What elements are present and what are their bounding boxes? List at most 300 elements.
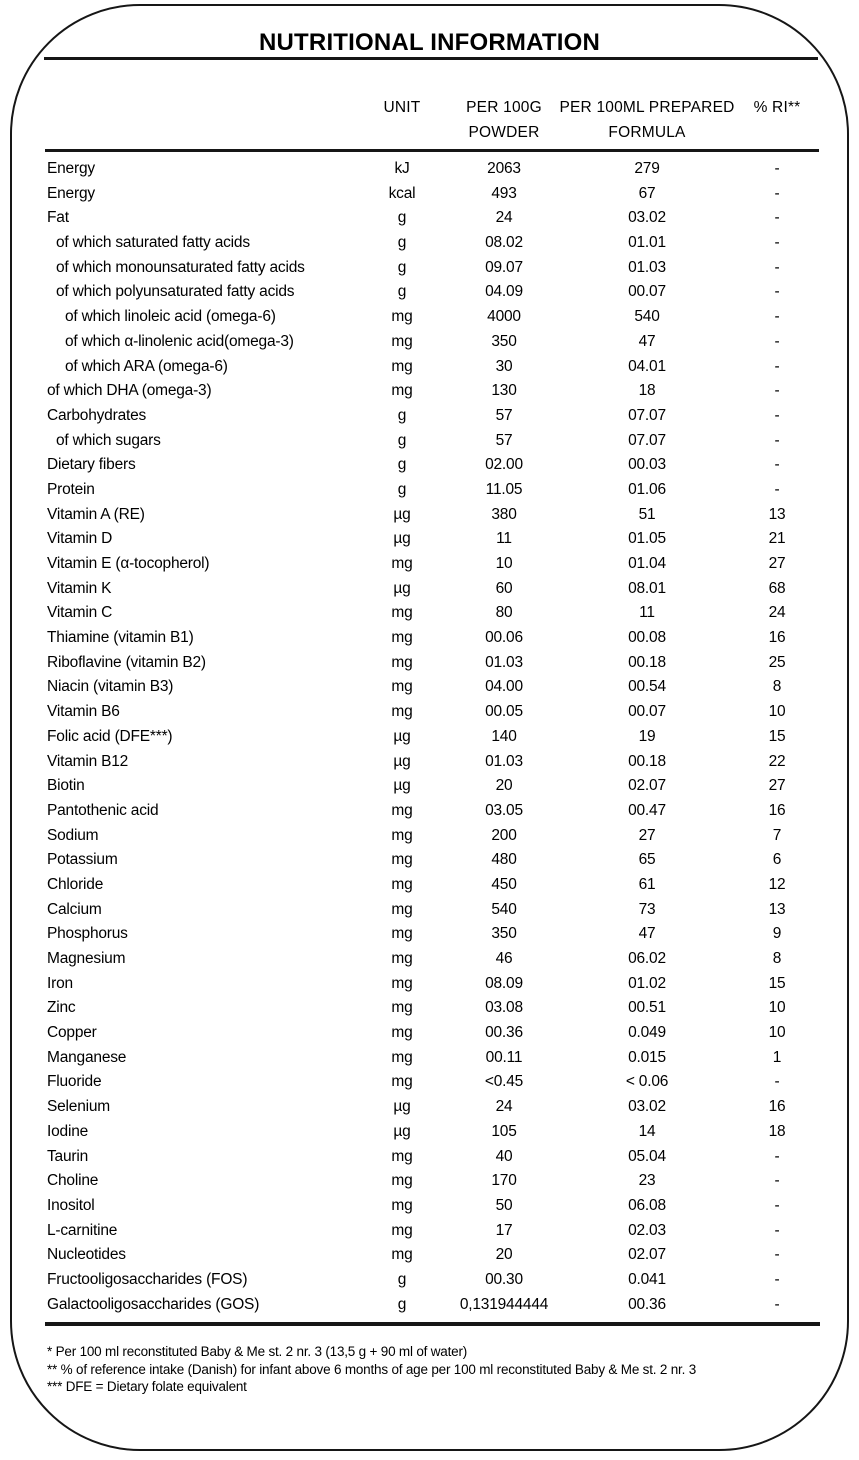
- row-per100g-value: 11: [496, 530, 512, 548]
- table-row: [0, 1219, 859, 1244]
- row-per100ml-value: 07.07: [628, 431, 666, 449]
- column-header-per100g-line2: POWDER: [468, 124, 540, 141]
- row-per100ml-value: < 0.06: [625, 1073, 669, 1091]
- row-label: Vitamin D: [47, 530, 113, 548]
- footnote-reconstitution: * Per 100 ml reconstituted Baby & Me st. 2 nr. 3 (13,5 g + 90 ml of water): [47, 1344, 468, 1359]
- table-row: [0, 1243, 859, 1268]
- row-ri-value: -: [774, 160, 780, 177]
- row-label: Potassium: [47, 851, 118, 869]
- row-ri-value: -: [774, 234, 780, 252]
- table-row: [0, 996, 859, 1021]
- row-per100g-value: 03.08: [485, 999, 523, 1017]
- table-row: [0, 206, 859, 231]
- row-ri-value: -: [774, 480, 780, 498]
- row-label: of which ARA (omega-6): [65, 357, 228, 375]
- row-label: Inositol: [47, 1196, 95, 1214]
- row-ri-value: -: [774, 1221, 780, 1239]
- row-per100ml-value: 279: [634, 160, 660, 177]
- table-row: [0, 651, 859, 676]
- row-per100ml-value: 02.07: [628, 777, 666, 795]
- row-unit: mg: [391, 1073, 413, 1091]
- row-label: Vitamin K: [47, 579, 112, 597]
- row-unit: µg: [393, 727, 411, 745]
- row-unit: mg: [391, 801, 413, 819]
- table-row: [0, 922, 859, 947]
- row-ri-value: -: [774, 209, 780, 227]
- row-per100g-value: 01.03: [485, 752, 523, 770]
- row-ri-value: -: [774, 1270, 780, 1288]
- row-ri-value: 10: [768, 999, 786, 1017]
- row-label: of which sugars: [56, 431, 161, 449]
- row-ri-value: 18: [768, 1122, 786, 1140]
- footnote-reference-intake: ** % of reference intake (Danish) for infant above 6 months of age per 100 ml reconstituted Baby & Me st. 2 nr. 3: [47, 1361, 697, 1377]
- row-label: Chloride: [47, 875, 104, 893]
- row-per100ml-value: 18: [638, 382, 656, 400]
- row-ri-value: 15: [768, 974, 786, 992]
- row-ri-value: -: [774, 258, 780, 276]
- row-per100g-value: 00.06: [485, 629, 523, 647]
- table-row: [0, 1169, 859, 1194]
- row-label: Vitamin E (α-tocopherol): [47, 555, 210, 572]
- row-per100ml-value: 0.049: [628, 1024, 666, 1042]
- row-unit: g: [397, 1295, 407, 1313]
- table-header: [0, 95, 859, 149]
- row-ri-value: -: [774, 1246, 780, 1264]
- row-per100ml-value: 01.06: [628, 480, 666, 498]
- row-per100ml-value: 01.04: [628, 555, 666, 572]
- row-per100ml-value: 02.03: [628, 1221, 666, 1239]
- row-per100g-value: 11.05: [485, 480, 523, 498]
- table-row: [0, 750, 859, 775]
- row-ri-value: 12: [768, 875, 786, 893]
- row-ri-value: -: [774, 1073, 780, 1091]
- row-per100g-value: 17: [495, 1221, 513, 1239]
- row-ri-value: 10: [768, 703, 786, 721]
- row-per100ml-value: 03.02: [628, 209, 666, 227]
- row-ri-value: -: [774, 1295, 780, 1313]
- row-ri-value: -: [774, 332, 780, 350]
- row-per100ml-value: 04.01: [628, 357, 666, 375]
- row-per100ml-value: 0.015: [628, 1048, 666, 1066]
- row-per100ml-value: 47: [638, 925, 656, 943]
- row-ri-value: 22: [768, 752, 786, 770]
- table-row: [0, 478, 859, 503]
- row-per100ml-value: 07.07: [628, 406, 666, 424]
- page-title: NUTRITIONAL INFORMATION: [258, 29, 600, 56]
- title-rule: [44, 57, 818, 60]
- row-per100g-value: 2063: [487, 160, 521, 177]
- table-row: [0, 231, 859, 256]
- row-label: Niacin (vitamin B3): [47, 678, 174, 696]
- row-per100g-value: 04.00: [485, 678, 523, 696]
- table-row: [0, 898, 859, 923]
- row-per100ml-value: 00.54: [628, 678, 666, 696]
- table-row: [0, 1293, 859, 1318]
- table-row: [0, 256, 859, 281]
- row-unit: µg: [393, 505, 411, 523]
- table-row: [0, 355, 859, 380]
- row-per100g-value: 00.11: [485, 1048, 523, 1066]
- row-ri-value: 25: [768, 653, 786, 671]
- table-row: [0, 182, 859, 207]
- table-row: [0, 330, 859, 355]
- row-per100ml-value: 61: [638, 875, 656, 893]
- table-row: [0, 404, 859, 429]
- row-per100g-value: 09.07: [485, 258, 523, 276]
- row-per100g-value: 40: [495, 1147, 513, 1165]
- row-label: Energy: [47, 160, 95, 177]
- table-row: [0, 503, 859, 528]
- row-per100g-value: 0,131944444: [459, 1295, 549, 1313]
- row-label: Riboflavine (vitamin B2): [47, 653, 206, 671]
- table-row: [0, 824, 859, 849]
- row-label: Biotin: [47, 777, 85, 795]
- row-unit: mg: [391, 1024, 413, 1042]
- row-unit: mg: [391, 974, 413, 992]
- row-unit: mg: [391, 308, 413, 326]
- row-per100g-value: 140: [491, 727, 517, 745]
- row-label: Vitamin C: [47, 604, 113, 622]
- row-per100g-value: 08.09: [485, 974, 523, 992]
- row-label: of which polyunsaturated fatty acids: [56, 283, 295, 301]
- row-ri-value: -: [774, 382, 780, 400]
- row-per100g-value: 00.36: [485, 1024, 523, 1042]
- row-per100ml-value: 08.01: [628, 579, 666, 597]
- row-ri-value: 16: [768, 801, 786, 819]
- row-label: Fructooligosaccharides (FOS): [47, 1270, 248, 1288]
- row-label: Galactooligosaccharides (GOS): [47, 1295, 260, 1313]
- row-ri-value: -: [774, 1196, 780, 1214]
- row-label: Dietary fibers: [47, 456, 136, 474]
- table-row: [0, 280, 859, 305]
- table-row: [0, 1021, 859, 1046]
- row-label: Choline: [47, 1172, 99, 1190]
- table-row: [0, 157, 859, 182]
- row-ri-value: -: [774, 406, 780, 424]
- row-per100ml-value: 03.02: [628, 1098, 666, 1116]
- row-unit: µg: [393, 530, 411, 548]
- row-ri-value: 21: [768, 530, 786, 548]
- row-label: Manganese: [47, 1048, 127, 1066]
- table-body: [0, 157, 859, 1317]
- row-per100g-value: 105: [491, 1122, 517, 1140]
- column-header-per100ml-line2: FORMULA: [608, 124, 686, 141]
- row-unit: µg: [393, 1098, 411, 1116]
- row-per100g-value: 200: [491, 826, 517, 844]
- row-ri-value: 15: [768, 727, 786, 745]
- row-ri-value: -: [774, 431, 780, 449]
- column-header-per100g-line1: PER 100G: [466, 99, 542, 116]
- row-per100ml-value: 02.07: [628, 1246, 666, 1264]
- row-ri-value: -: [774, 357, 780, 375]
- row-unit: mg: [391, 999, 413, 1017]
- table-row: [0, 1046, 859, 1071]
- footnote-dfe: *** DFE = Dietary folate equivalent: [47, 1379, 247, 1394]
- row-per100ml-value: 0.041: [628, 1270, 666, 1288]
- row-unit: mg: [391, 703, 413, 721]
- row-per100ml-value: 14: [638, 1122, 656, 1140]
- row-unit: mg: [391, 629, 413, 647]
- row-per100g-value: 46: [495, 950, 513, 967]
- row-label: of which DHA (omega-3): [47, 382, 212, 400]
- row-label: Magnesium: [47, 950, 126, 967]
- row-per100ml-value: 73: [638, 900, 656, 918]
- row-per100g-value: 80: [495, 604, 513, 622]
- row-unit: mg: [391, 925, 413, 943]
- table-row: [0, 552, 859, 577]
- row-unit: mg: [391, 357, 413, 375]
- row-unit: mg: [391, 950, 413, 967]
- column-header-per100g: [444, 95, 564, 145]
- row-ri-value: -: [774, 1147, 780, 1165]
- table-row: [0, 1120, 859, 1145]
- row-per100g-value: 540: [491, 900, 517, 918]
- row-unit: g: [397, 283, 407, 301]
- row-unit: mg: [391, 826, 413, 844]
- row-unit: mg: [391, 1172, 413, 1190]
- row-per100ml-value: 00.08: [628, 629, 666, 647]
- row-label: of which α-linolenic acid(omega-3): [65, 332, 294, 350]
- row-unit: mg: [391, 604, 413, 622]
- row-label: of which linoleic acid (omega-6): [65, 308, 276, 326]
- row-unit: mg: [391, 555, 413, 572]
- row-per100ml-value: 06.02: [628, 950, 666, 967]
- footnotes: [47, 1343, 817, 1396]
- row-per100ml-value: 00.18: [628, 653, 666, 671]
- table-row: [0, 774, 859, 799]
- row-ri-value: -: [774, 184, 780, 202]
- row-label: Fluoride: [47, 1073, 102, 1091]
- row-per100g-value: 4000: [487, 308, 521, 326]
- row-unit: g: [397, 234, 407, 252]
- row-unit: µg: [393, 777, 411, 795]
- column-header-unit: UNIT: [383, 99, 421, 116]
- row-ri-value: 16: [768, 629, 786, 647]
- row-label: Vitamin B12: [47, 752, 129, 770]
- row-per100g-value: 350: [491, 332, 517, 350]
- row-per100ml-value: 00.07: [628, 703, 666, 721]
- row-ri-value: 27: [768, 555, 786, 572]
- row-per100g-value: 08.02: [485, 234, 523, 252]
- row-ri-value: 10: [768, 1024, 786, 1042]
- column-header-ri: % RI**: [753, 99, 801, 116]
- row-ri-value: 6: [772, 851, 782, 869]
- row-per100g-value: 57: [495, 406, 513, 424]
- row-per100ml-value: 05.04: [628, 1147, 666, 1165]
- row-per100g-value: 01.03: [485, 653, 523, 671]
- row-per100ml-value: 00.47: [628, 801, 666, 819]
- row-unit: g: [397, 431, 407, 449]
- row-per100ml-value: 00.51: [628, 999, 666, 1017]
- row-per100ml-value: 67: [638, 184, 656, 202]
- column-header-per100ml: [557, 95, 737, 145]
- row-per100ml-value: 00.07: [628, 283, 666, 301]
- row-label: Energy: [47, 184, 95, 202]
- row-ri-value: 24: [768, 604, 786, 622]
- row-unit: g: [397, 406, 407, 424]
- row-per100ml-value: 540: [634, 308, 660, 326]
- row-label: Selenium: [47, 1098, 111, 1116]
- table-row: [0, 1194, 859, 1219]
- row-per100g-value: 20: [495, 1246, 513, 1264]
- row-per100ml-value: 00.36: [628, 1295, 666, 1313]
- row-per100ml-value: 01.03: [628, 258, 666, 276]
- row-per100g-value: 450: [491, 875, 517, 893]
- table-row: [0, 725, 859, 750]
- row-ri-value: 1: [772, 1048, 782, 1066]
- row-per100g-value: 493: [491, 184, 517, 202]
- row-per100g-value: 04.09: [485, 283, 523, 301]
- row-label: Iodine: [47, 1122, 89, 1140]
- row-ri-value: -: [774, 283, 780, 301]
- row-unit: mg: [391, 900, 413, 918]
- row-unit: mg: [391, 1246, 413, 1264]
- row-per100g-value: <0.45: [484, 1073, 524, 1091]
- row-unit: g: [397, 209, 407, 227]
- row-ri-value: -: [774, 1172, 780, 1190]
- row-per100g-value: 00.05: [485, 703, 523, 721]
- table-row: [0, 305, 859, 330]
- row-label: of which monounsaturated fatty acids: [56, 258, 305, 276]
- table-row: [0, 626, 859, 651]
- row-label: Thiamine (vitamin B1): [47, 629, 194, 647]
- row-per100g-value: 350: [491, 925, 517, 943]
- row-label: Protein: [47, 480, 95, 498]
- table-row: [0, 527, 859, 552]
- table-row: [0, 873, 859, 898]
- row-label: Taurin: [47, 1147, 89, 1165]
- table-row: [0, 972, 859, 997]
- table-row: [0, 429, 859, 454]
- row-per100g-value: 10: [495, 555, 513, 572]
- table-row: [0, 577, 859, 602]
- row-label: Phosphorus: [47, 925, 128, 943]
- row-unit: mg: [391, 1048, 413, 1066]
- table-row: [0, 799, 859, 824]
- row-label: Pantothenic acid: [47, 801, 159, 819]
- row-per100ml-value: 27: [638, 826, 656, 844]
- row-per100g-value: 03.05: [485, 801, 523, 819]
- row-label: Fat: [47, 209, 69, 227]
- row-unit: mg: [391, 382, 413, 400]
- row-per100g-value: 57: [495, 431, 513, 449]
- row-ri-value: 8: [772, 678, 782, 696]
- row-label: Zinc: [47, 999, 76, 1017]
- row-unit: kJ: [394, 160, 410, 177]
- row-per100ml-value: 06.08: [628, 1196, 666, 1214]
- table-row: [0, 601, 859, 626]
- row-unit: mg: [391, 1221, 413, 1239]
- row-per100g-value: 24: [495, 1098, 513, 1116]
- row-label: L-carnitine: [47, 1221, 118, 1239]
- row-per100g-value: 380: [491, 505, 517, 523]
- row-unit: mg: [391, 1196, 413, 1214]
- row-label: Carbohydrates: [47, 406, 147, 424]
- row-per100ml-value: 51: [638, 505, 656, 523]
- row-per100ml-value: 65: [638, 851, 656, 869]
- row-ri-value: 16: [768, 1098, 786, 1116]
- row-ri-value: 13: [768, 505, 786, 523]
- row-per100g-value: 30: [495, 357, 513, 375]
- row-unit: kcal: [388, 184, 416, 202]
- row-ri-value: -: [774, 308, 780, 326]
- row-per100g-value: 00.30: [485, 1270, 523, 1288]
- row-unit: g: [397, 1270, 407, 1288]
- row-per100g-value: 20: [495, 777, 513, 795]
- row-per100g-value: 60: [495, 579, 513, 597]
- row-ri-value: 27: [768, 777, 786, 795]
- row-per100g-value: 24: [495, 209, 513, 227]
- table-row: [0, 700, 859, 725]
- row-ri-value: 9: [772, 925, 782, 943]
- row-per100ml-value: 01.05: [628, 530, 666, 548]
- row-per100g-value: 130: [491, 382, 517, 400]
- row-per100g-value: 02.00: [485, 456, 523, 474]
- row-per100g-value: 480: [491, 851, 517, 869]
- row-ri-value: 7: [772, 826, 782, 844]
- row-unit: µg: [393, 752, 411, 770]
- row-label: of which saturated fatty acids: [56, 234, 250, 252]
- row-per100ml-value: 00.03: [628, 456, 666, 474]
- row-ri-value: 13: [768, 900, 786, 918]
- row-per100ml-value: 47: [638, 332, 656, 350]
- row-per100g-value: 50: [495, 1196, 513, 1214]
- row-label: Iron: [47, 974, 73, 992]
- row-label: Copper: [47, 1024, 97, 1042]
- row-per100ml-value: 23: [638, 1172, 656, 1190]
- row-unit: µg: [393, 579, 411, 597]
- row-per100ml-value: 01.01: [628, 234, 666, 252]
- row-unit: mg: [391, 875, 413, 893]
- row-unit: µg: [393, 1122, 411, 1140]
- table-row: [0, 947, 859, 972]
- row-label: Folic acid (DFE***): [47, 727, 173, 745]
- table-row: [0, 1268, 859, 1293]
- row-unit: mg: [391, 851, 413, 869]
- bottom-rule: [45, 1322, 820, 1326]
- row-label: Vitamin B6: [47, 703, 120, 721]
- row-label: Calcium: [47, 900, 102, 918]
- row-unit: g: [397, 258, 407, 276]
- row-label: Sodium: [47, 826, 99, 844]
- row-unit: mg: [391, 332, 413, 350]
- row-unit: mg: [391, 653, 413, 671]
- table-row: [0, 848, 859, 873]
- row-per100ml-value: 00.18: [628, 752, 666, 770]
- row-per100ml-value: 11: [639, 604, 655, 622]
- table-row: [0, 675, 859, 700]
- row-per100ml-value: 01.02: [628, 974, 666, 992]
- column-header-per100ml-line1: PER 100ML PREPARED: [559, 99, 735, 116]
- row-per100g-value: 170: [491, 1172, 517, 1190]
- row-unit: g: [397, 480, 407, 498]
- row-unit: g: [397, 456, 407, 474]
- row-label: Vitamin A (RE): [47, 505, 145, 523]
- table-row: [0, 1145, 859, 1170]
- table-row: [0, 379, 859, 404]
- header-rule: [45, 149, 819, 152]
- table-row: [0, 453, 859, 478]
- table-row: [0, 1095, 859, 1120]
- row-ri-value: 68: [768, 579, 786, 597]
- row-ri-value: 8: [772, 950, 782, 967]
- row-ri-value: -: [774, 456, 780, 474]
- row-unit: mg: [391, 678, 413, 696]
- row-unit: mg: [391, 1147, 413, 1165]
- row-label: Nucleotides: [47, 1246, 126, 1264]
- row-per100ml-value: 19: [638, 727, 656, 745]
- table-row: [0, 1070, 859, 1095]
